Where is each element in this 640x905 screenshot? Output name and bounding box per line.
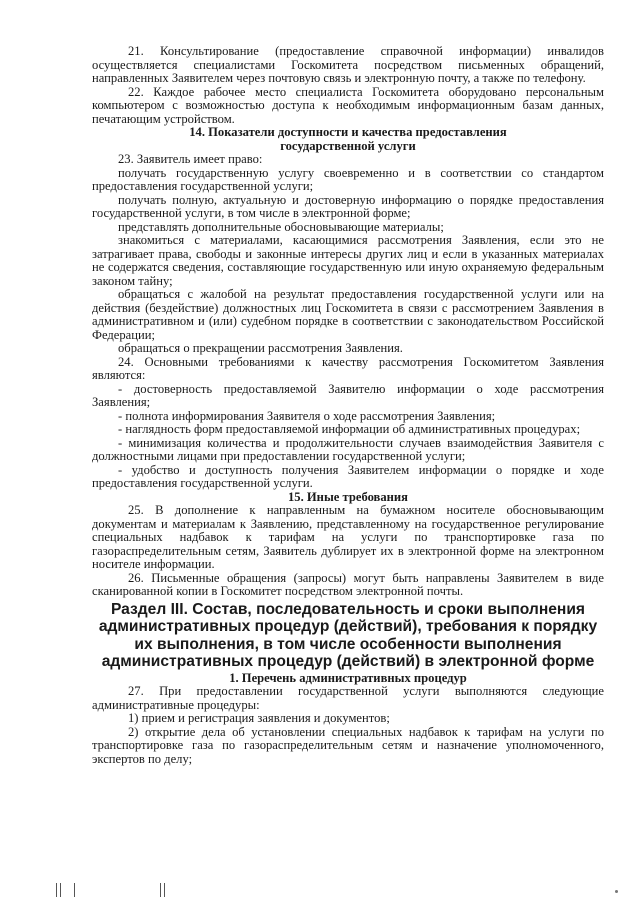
document-body <box>92 45 604 766</box>
paragraph-25: 25. В дополнение к направленным на бумажном носителе обосновывающим документам и материалам к Заявлению, представленному на государственное регулирование специальных надбавок к тарифам на услуги по транспортировке газа по газораспределительным сетям, Заявитель дублирует их в электронной форме на электронном носителе информации. <box>92 503 604 571</box>
section-3-heading: Раздел III. Состав, последовательность и сроки выполнения административных процедур (действий), требования к порядку их выполнения, в том числе особенности выполнения административных процедур (действий) в электронной форме <box>98 600 598 670</box>
paragraph-27-item: 1) прием и регистрация заявления и документов; <box>128 711 390 725</box>
paragraph-24-item: - полнота информирования Заявителя о ходе рассмотрения Заявления; <box>118 408 496 423</box>
paragraph-23-item: знакомиться с материалами, касающимися рассмотрения Заявления, если это не затрагивает права, свободы и законные интересы других лиц и если в указанных материалах не содержатся сведения, составляющие государственную или иную охраняемую федеральным законом тайну; <box>92 233 604 288</box>
paragraph-27-item: 2) открытие дела об установлении специальных надбавок к тарифам на услуги по транспортировке газа по газораспределительным сетям и назначение уполномоченного, экспертов по делу; <box>92 724 604 766</box>
heading-14: 14. Показатели доступности и качества предоставления государственной услуги <box>189 125 507 153</box>
paragraph-27: 27. При предоставлении государственной услуги выполняются следующие административные процедуры: <box>92 684 604 712</box>
scan-mark <box>164 883 165 897</box>
scan-mark <box>160 883 161 897</box>
scan-marks <box>56 883 206 897</box>
paragraph-23-item: получать полную, актуальную и достоверную информацию о порядке предоставления государственной услуги, в том числе в электронной форме; <box>92 192 604 220</box>
paragraph-23-item: получать государственную услугу своевременно и в соответствии со стандартом предоставления государственной услуги; <box>92 165 604 193</box>
paragraph-24-item: - наглядность форм предоставляемой информации об административных процедурах; <box>118 422 581 436</box>
scan-mark <box>56 883 57 897</box>
paragraph-23-item: обращаться с жалобой на результат предоставления государственной услуги или на действия (бездействие) должностных лиц Госкомитета в связи с рассмотрением Заявления в административном и (или) судебном порядке в соответствии с законодательством Российской Федерации; <box>92 287 604 342</box>
paragraph-23: 23. Заявитель имеет право: <box>118 152 263 166</box>
paragraph-24-item: - удобство и доступность получения Заявителем информации о порядке и ходе предоставления государственной услуги. <box>92 462 604 490</box>
paragraph-22: 22. Каждое рабочее место специалиста Госкомитета оборудовано персональным компьютером с возможностью доступа к необходимым информационным базам данных, печатающим устройством. <box>92 84 604 126</box>
paragraph-26: 26. Письменные обращения (запросы) могут быть направлены Заявителем в виде сканированной копии в Госкомитет посредством электронной почты. <box>92 570 604 598</box>
scan-dot <box>615 890 618 893</box>
scan-mark <box>74 883 75 897</box>
paragraph-24: 24. Основными требованиями к качеству рассмотрения Госкомитетом Заявления являются: <box>92 354 604 382</box>
paragraph-24-item: - минимизация количества и продолжительности случаев взаимодействия Заявителя с должностными лицами при предоставлении государственной услуги; <box>92 435 604 463</box>
paragraph-23-item: обращаться о прекращении рассмотрения Заявления. <box>118 341 403 355</box>
heading-1: 1. Перечень административных процедур <box>229 670 467 685</box>
scan-mark <box>60 883 61 897</box>
paragraph-24-item: - достоверность предоставляемой Заявителю информации о ходе рассмотрения Заявления; <box>92 381 604 409</box>
paragraph-23-item: представлять дополнительные обосновывающие материалы; <box>118 219 444 234</box>
paragraph-21: 21. Консультирование (предоставление справочной информации) инвалидов осуществляется специалистами Госкомитета посредством письменных обращений, направленных Заявителем через почтовую связь и электронную почту, а также по телефону. <box>92 44 604 85</box>
heading-15: 15. Иные требования <box>288 489 408 504</box>
